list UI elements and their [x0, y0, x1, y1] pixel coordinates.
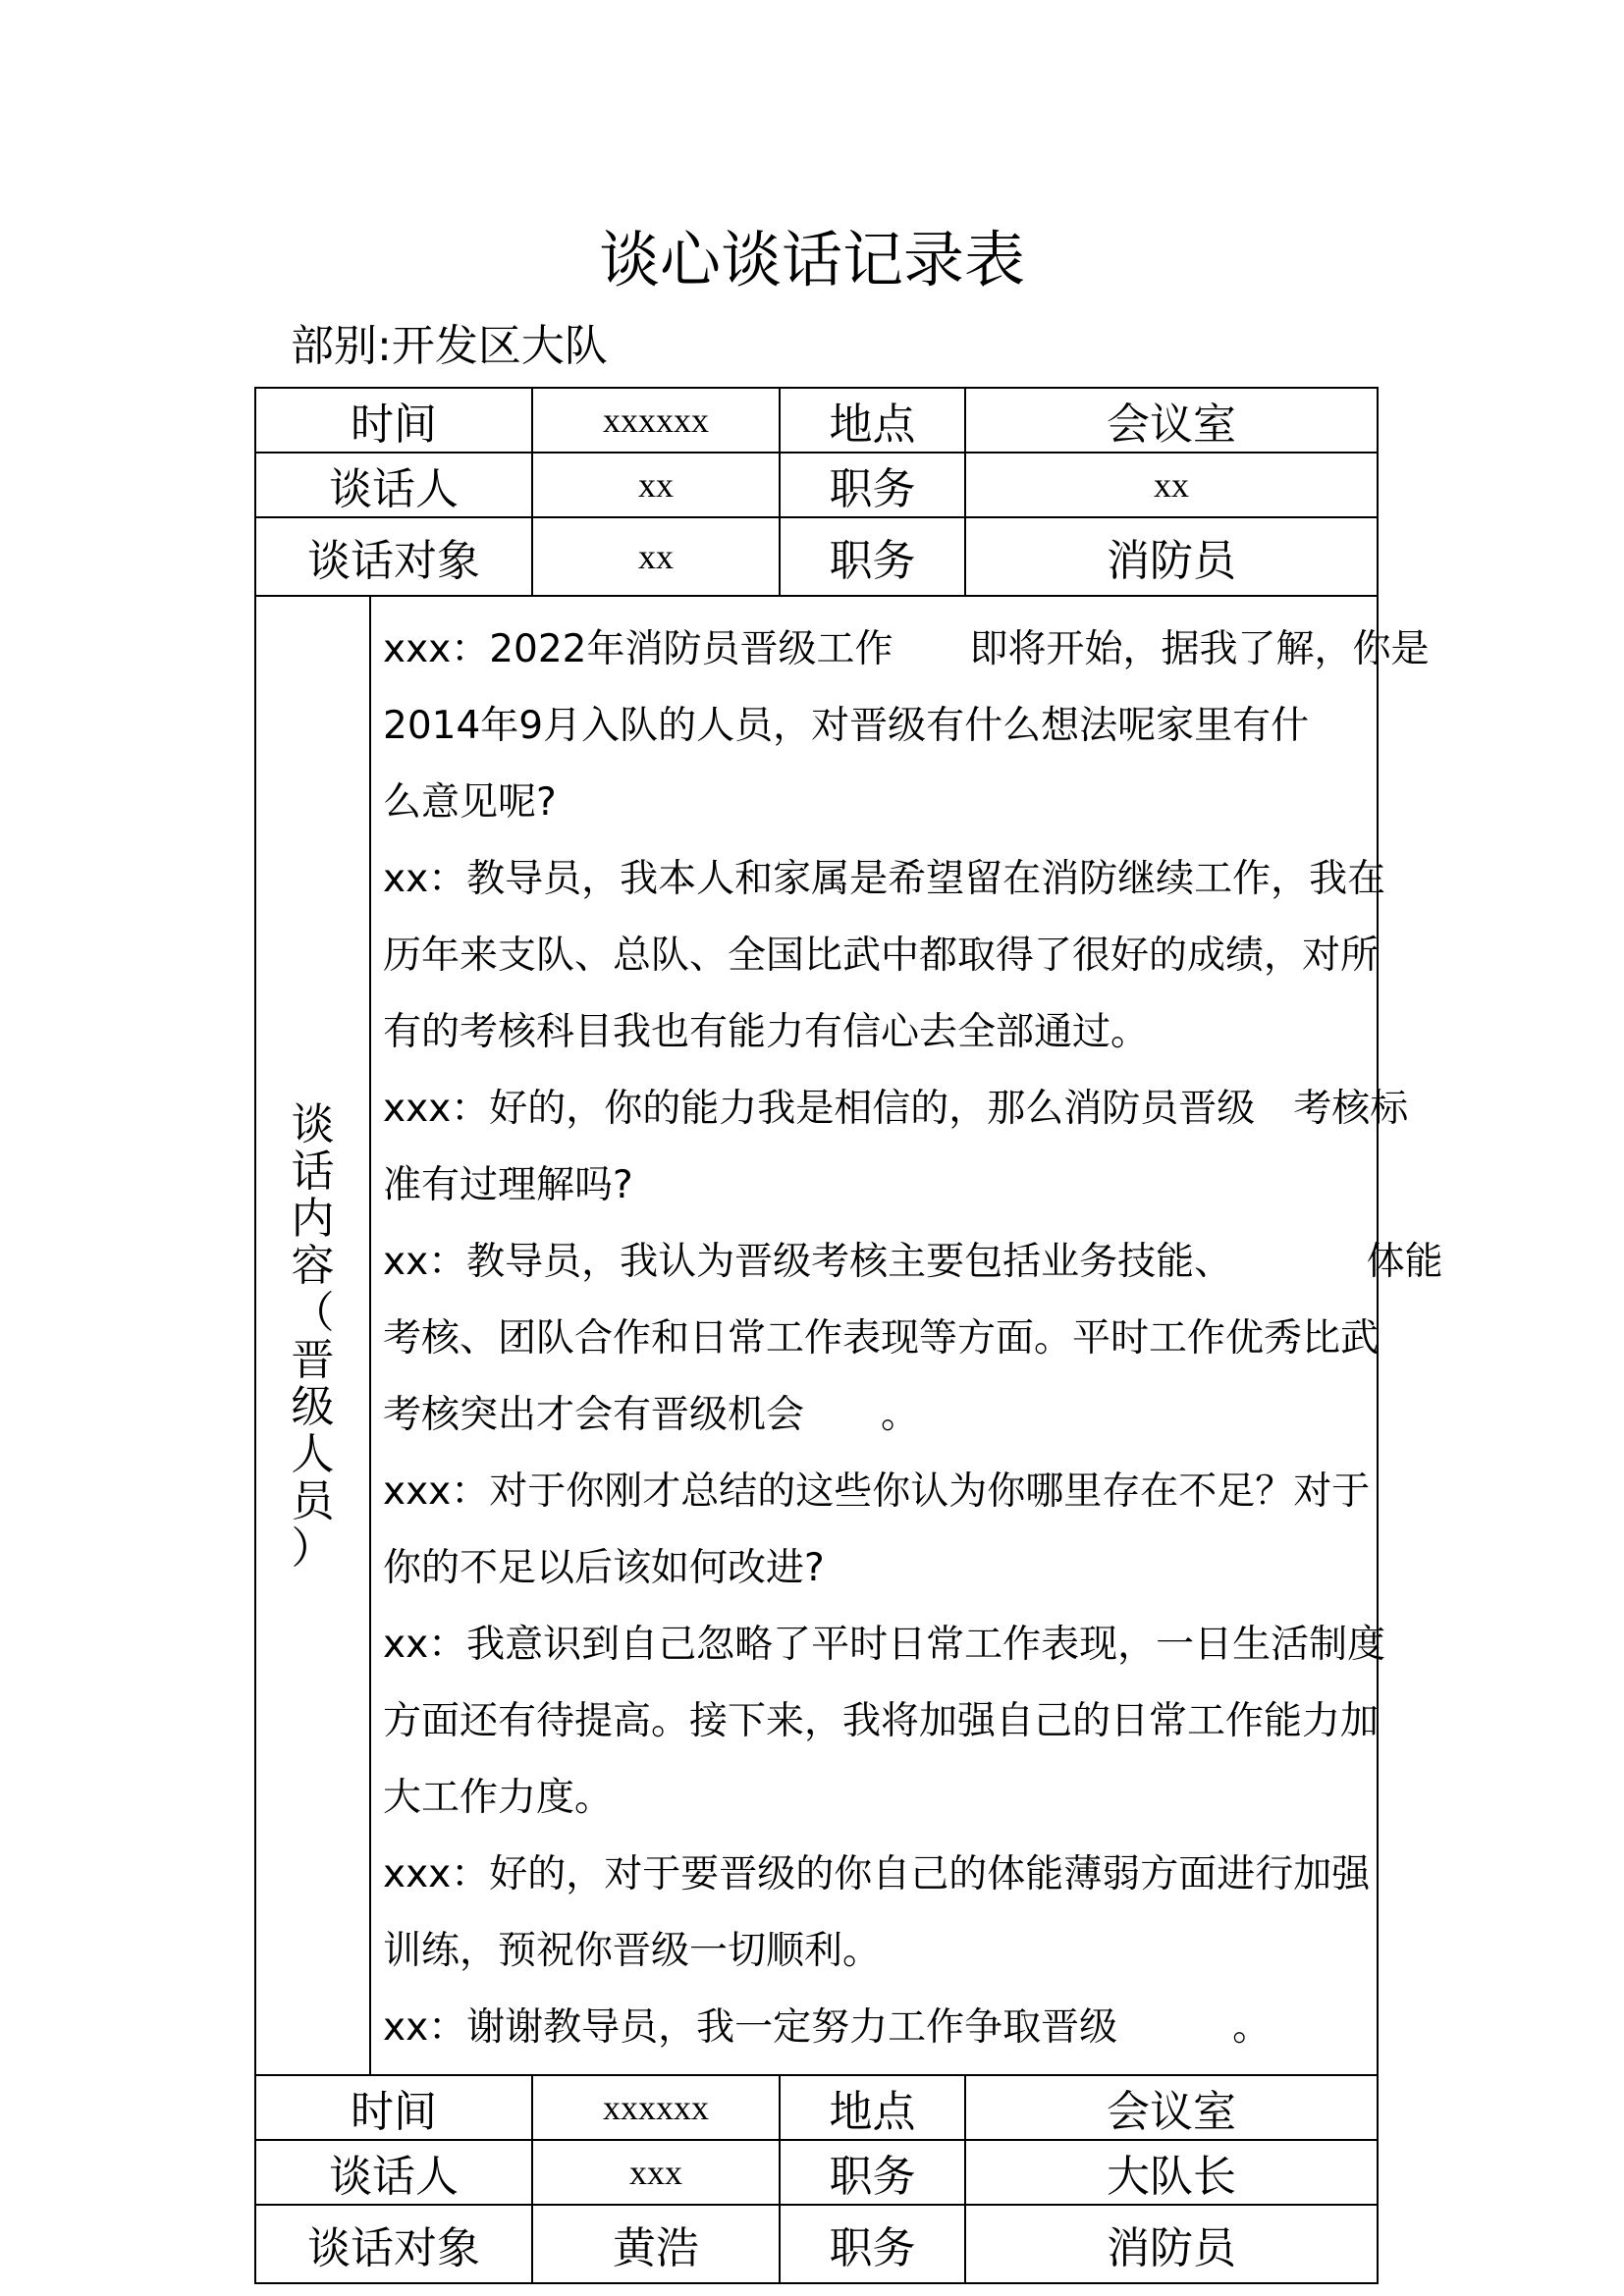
talk-content: [370, 596, 1443, 2075]
content-line: xx：教导员，我本人和家属是希望留在消防继续工作，我在: [383, 857, 1386, 901]
content-line: xxx：好的，你的能力我是相信的，那么消防员晋级 考核标: [383, 1087, 1409, 1131]
target-label: 谈话对象: [255, 517, 532, 596]
target-label-2: 谈话对象: [255, 2205, 532, 2283]
content-line: 你的不足以后该如何改进?: [383, 1546, 825, 1590]
target-value-2: 黄浩: [532, 2205, 780, 2283]
content-line: 大工作力度。: [383, 1776, 614, 1820]
time-label-2: 时间: [255, 2075, 532, 2140]
talker-label: 谈话人: [255, 453, 532, 517]
talker-value: xx: [532, 453, 780, 517]
target-post-value-2: 消防员: [965, 2205, 1378, 2283]
content-line: xx：谢谢教导员，我一定努力工作争取晋级 。: [383, 2005, 1272, 2050]
page-title: 谈心谈话记录表: [598, 224, 1025, 295]
content-line: 历年来支队、总队、全国比武中都取得了很好的成绩，对所: [383, 934, 1380, 978]
content-line: xxx：2022年消防员晋级工作 即将开始，据我了解，你是: [383, 627, 1430, 671]
content-label-char: 员: [291, 1475, 335, 1526]
content-line: xxx：好的，对于要晋级的你自己的体能薄弱方面进行加强: [383, 1852, 1371, 1896]
content-line: 考核、团队合作和日常工作表现等方面。平时工作优秀比武: [383, 1316, 1380, 1361]
content-line: xx：我意识到自己忽略了平时日常工作表现，一日生活制度: [383, 1623, 1386, 1667]
time-value: xxxxxx: [532, 388, 780, 453]
table-row: [255, 2075, 1378, 2140]
target-post-label: 职务: [780, 517, 965, 596]
content-label-char: 容: [291, 1240, 335, 1291]
content-label-char: 人: [291, 1428, 335, 1479]
department-label: 部别:开发区大队: [291, 321, 608, 371]
table-row: [255, 2205, 1378, 2283]
content-label-char: 话: [291, 1146, 335, 1197]
table-row: [255, 2140, 1378, 2205]
talker-post-label: 职务: [780, 453, 965, 517]
place-label: 地点: [780, 388, 965, 453]
content-line: 2014年9月入队的人员，对晋级有什么想法呢家里有什: [383, 704, 1310, 748]
content-line: 准有过理解吗?: [383, 1163, 633, 1207]
target-value: xx: [532, 517, 780, 596]
place-value: 会议室: [965, 388, 1378, 453]
content-label-char: 晋: [291, 1334, 335, 1385]
content-row: [255, 596, 1378, 2075]
content-label-char: 谈: [291, 1098, 335, 1149]
talker-post-label-2: 职务: [780, 2140, 965, 2205]
talker-value-2: xxx: [532, 2140, 780, 2205]
place-label-2: 地点: [780, 2075, 965, 2140]
place-value-2: 会议室: [965, 2075, 1378, 2140]
content-line: xxx：对于你刚才总结的这些你认为你哪里存在不足？对于: [383, 1469, 1371, 1514]
talker-post-value-2: 大队长: [965, 2140, 1378, 2205]
content-label-char: 内: [291, 1193, 335, 1244]
talk-record-table: [254, 387, 1443, 2284]
time-label: 时间: [255, 388, 532, 453]
content-label: [291, 1098, 335, 1574]
content-line: 考核突出才会有晋级机会 。: [383, 1393, 920, 1437]
table-row: [255, 388, 1378, 453]
table-row: [255, 453, 1378, 517]
talker-label-2: 谈话人: [255, 2140, 532, 2205]
target-post-value: 消防员: [965, 517, 1378, 596]
content-line: 有的考核科目我也有能力有信心去全部通过。: [383, 1010, 1150, 1054]
content-label-char: 级: [291, 1381, 335, 1432]
content-label-char: ）: [291, 1522, 335, 1574]
time-value-2: xxxxxx: [532, 2075, 780, 2140]
content-line: 训练，预祝你晋级一切顺利。: [383, 1929, 882, 1973]
content-line: 方面还有待提高。接下来，我将加强自己的日常工作能力加: [383, 1699, 1380, 1743]
content-line: 么意见呢?: [383, 780, 557, 825]
content-label-cell: [255, 596, 370, 2075]
target-post-label-2: 职务: [780, 2205, 965, 2283]
content-line: xx：教导员，我认为晋级考核主要包括业务技能、 体能: [383, 1240, 1443, 1284]
content-label-char: （: [291, 1287, 335, 1338]
table-row: [255, 517, 1378, 596]
talker-post-value: xx: [965, 453, 1378, 517]
